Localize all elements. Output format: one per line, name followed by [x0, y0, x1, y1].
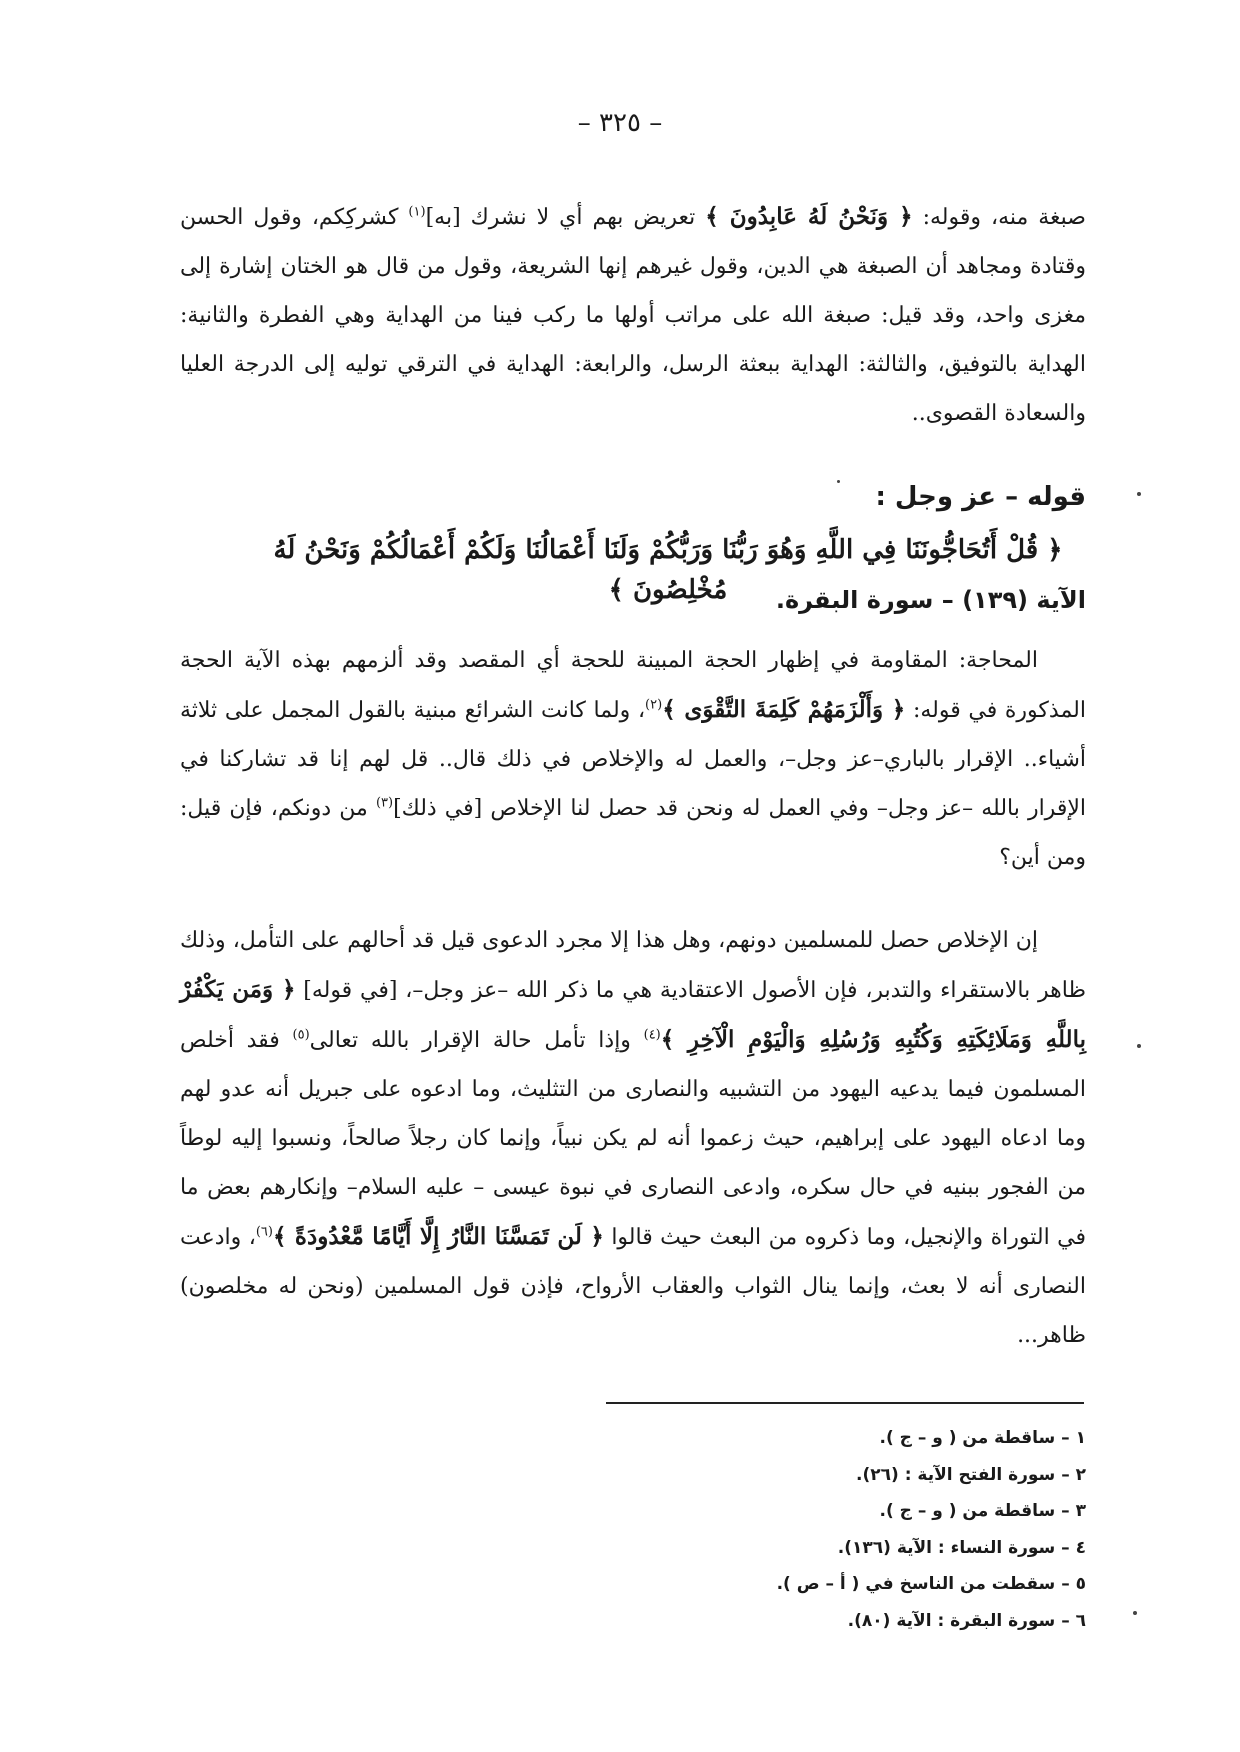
footnote-ref-3: (٣) — [375, 795, 394, 811]
footnote-2: ٢ – سورة الفتح الآية : (٢٦). — [856, 1464, 1086, 1485]
paragraph-1-text: تعريض بهم أي لا نشرك [به] — [425, 205, 706, 230]
footnote-4: ٤ – سورة النساء : الآية (١٣٦). — [837, 1537, 1086, 1558]
paragraph-2 — [180, 636, 1086, 882]
paragraph-1 — [180, 192, 1086, 438]
scan-speck — [1137, 1044, 1141, 1048]
scan-speck — [1137, 492, 1141, 496]
footnote-ref-2: (٢) — [645, 697, 663, 713]
quran-verse-1: ﴿ وَنَحْنُ لَهُ عَابِدُونَ ﴾ — [705, 203, 913, 230]
paragraph-2-text: من دونكم، فإن قيل: ومن أين؟ — [180, 796, 1086, 870]
page-number: – ٣٢٥ – — [577, 108, 663, 138]
footnote-1: ١ – ساقطة من ( و – ج ). — [879, 1428, 1086, 1448]
main-quran-verse: ﴿ قُلْ أَتُحَاجُّونَنَا فِي اللَّهِ وَهُوَ رَبُّنَا وَرَبُّكُمْ وَلَنَا أَعْمَالُنَا وَلَكُمْ أَعْمَالُكُمْ وَنَحْنُ لَهُ مُخْلِصُونَ ﴾ — [273, 535, 1063, 605]
paragraph-3-text: إن الإخلاص حصل للمسلمين دونهم، وهل هذا إلا مجرد الدعوى قيل قد أحالهم على التأمل، وذلك ظاهر بالاستقراء والتدبر، فإن الأصول الاعتقادية هي ما ذكر الله –عز وجل–، [في قوله] — [180, 928, 1086, 1003]
paragraph-3-text: ، وادعت النصارى أنه لا بعث، وإنما ينال الثواب والعقاب الأرواح، فإذن قول المسلمين (ونحن له مخلصون) ظاهر... — [180, 1225, 1086, 1348]
footnote-ref-6: (٦) — [255, 1224, 273, 1240]
footnote-6: ٦ – سورة البقرة : الآية (٨٠). — [847, 1610, 1086, 1631]
paragraph-3 — [180, 916, 1086, 1360]
section-heading: قوله – عز وجل : — [875, 482, 1086, 512]
footnote-5: ٥ – سقطت من الناسخ في ( أ – ص ). — [776, 1574, 1086, 1594]
footnote-ref-4: (٤) — [643, 1027, 661, 1043]
paragraph-1-text: صبغة منه، وقوله: — [912, 205, 1086, 230]
footnote-3: ٣ – ساقطة من ( و – ج ). — [879, 1501, 1086, 1521]
paragraph-2-text: ، ولما كانت الشرائع مبنية بالقول المجمل على ثلاثة أشياء.. الإقرار بالباري–عز وجل–، والعمل له والإخلاص في ذلك قال.. قل لهم إنا قد تشاركنا في الإقرار بالله –عز وجل– وفي العمل له ونحن قد حصل لنا الإخلاص [في ذلك] — [180, 698, 1087, 821]
quran-verse-4: ﴿ لَن تَمَسَّنَا النَّارُ إِلَّا أَيَّامًا مَّعْدُودَةً ﴾ — [272, 1223, 604, 1250]
paragraph-3-text: وإذا تأمل حالة الإقرار بالله تعالى — [309, 1028, 644, 1053]
paragraph-3-text: فقد أخلص المسلمون فيما يدعيه اليهود من التشبيه والنصارى من التثليث، وما ادعوه على جبريل أنه عدو لهم وما ادعاه اليهود على إبراهيم، حيث زعموا أنه لم يكن نبياً، وإنما كان رجلاً صالحاً، ونسبوا إليه لوطاً من الفجور ببنيه في حال سكره، وادعى النصارى في نبوة عيسى – عليه السلام– وإنكارهم بعض ما في التوراة والإنجيل، وما ذكروه من البعث حيث قالوا — [180, 1028, 1086, 1250]
quran-verse-3: ﴿ وَمَن يَكْفُرْ بِاللَّهِ وَمَلَائِكَتِهِ وَكُتُبِهِ وَرُسُلِهِ وَالْيَوْمِ الْآخِرِ ﴾ — [180, 976, 1086, 1053]
paragraph-2-text: المحاجة: المقاومة في إظهار الحجة المبينة للحجة أي المقصد وقد ألزمهم بهذه الآية الحجة المذكورة في قوله: — [180, 648, 1086, 723]
footnote-ref-1: (١) — [408, 204, 426, 220]
scan-speck — [1133, 1611, 1137, 1615]
footnote-divider — [606, 1402, 1084, 1404]
footnote-ref-5: (٥) — [292, 1027, 310, 1043]
scan-speck — [837, 480, 840, 483]
quran-verse-2: ﴿ وَأَلْزَمَهُمْ كَلِمَةَ التَّقْوَى ﴾ — [662, 696, 906, 723]
paragraph-1-text: كشركِكم، وقول الحسن وقتادة ومجاهد أن الصبغة هي الدين، وقول غيرهم إنها الشريعة، وقول من قال هو الختان إشارة إلى مغزى واحد، وقد قيل: صبغة الله على مراتب أولها ما ركب فينا من الهداية وهي الفطرة والثانية: الهداية بالتوفيق، والثالثة: الهداية ببعثة الرسل، والرابعة: الهداية في الترقي توليه إلى الدرجة العليا والسعادة القصوى.. — [180, 205, 1086, 426]
footnotes — [777, 1420, 1086, 1639]
verse-reference: الآية (١٣٩) – سورة البقرة. — [775, 586, 1086, 614]
